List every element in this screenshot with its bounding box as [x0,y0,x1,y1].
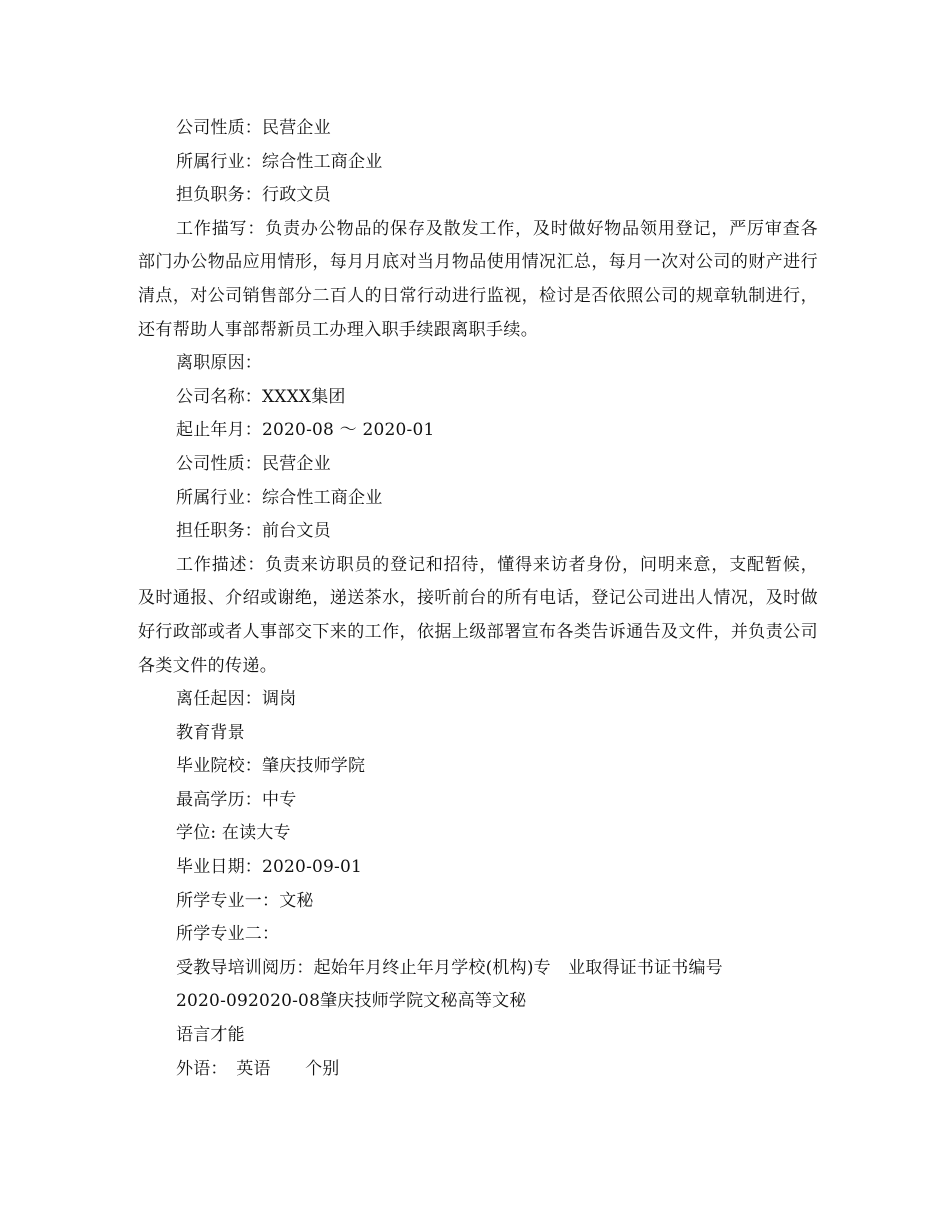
training-header-line: 受教导培训阅历：起始年月终止年月学校(机构)专 业取得证书证书编号 [176,957,723,978]
industry-line-2: 所属行业：综合性工商企业 [176,487,383,508]
leave-reason-line: 离职原因： [176,353,262,374]
company-nature-line: 公司性质：民营企业 [176,118,331,138]
major-two-line: 所学专业二： [176,924,280,945]
job-description-paragraph: 工作描写：负责办公物品的保存及散发工作，及时做好物品领用登记，严厉审查各部门办公物品应用情形，每月月底对当月物品使用情况汇总，每月一次对公司的财产进行清点，对公司销售部分二百人的日常行动进行监视，检讨是否依照公司的规章轨制进行，还有帮助人事部帮新员工办理入职手续跟离职手续。 [138,218,818,340]
document-page [0,112,950,1086]
foreign-language-line: 外语： 英语 个别 [176,1058,340,1079]
highest-degree-line: 最高学历：中专 [176,789,297,810]
leave-reason-line-2: 离任起因：调岗 [176,689,297,710]
date-range-line: 起止年月：2020-08 ～ 2020-01 [176,420,435,441]
school-line: 毕业院校：肇庆技师学院 [176,756,366,777]
company-name-line: 公司名称：XXXX集团 [176,386,346,407]
language-heading: 语言才能 [176,1025,245,1046]
degree-line: 学位: 在读大专 [176,823,291,844]
position-line-2: 担任职务：前台文员 [176,521,331,542]
education-heading: 教育背景 [176,722,245,743]
major-one-line: 所学专业一：文秘 [176,890,314,911]
company-nature-line-2: 公司性质：民营企业 [176,453,331,474]
position-line: 担负职务：行政文员 [176,185,331,206]
training-record-line: 2020-092020-08肇庆技师学院文秘高等文秘 [176,991,527,1012]
industry-line: 所属行业：综合性工商企业 [176,151,383,172]
graduation-date-line: 毕业日期：2020-09-01 [176,857,363,878]
job-description-paragraph-2: 工作描述：负责来访职员的登记和招待，懂得来访者身份，问明来意，支配暂候，及时通报、介绍或谢绝，递送茶水，接听前台的所有电话，登记公司进出人情况，及时做好行政部或者人事部交下来的工作，依据上级部署宣布各类告诉通告及文件，并负责公司各类文件的传递。 [138,554,818,676]
